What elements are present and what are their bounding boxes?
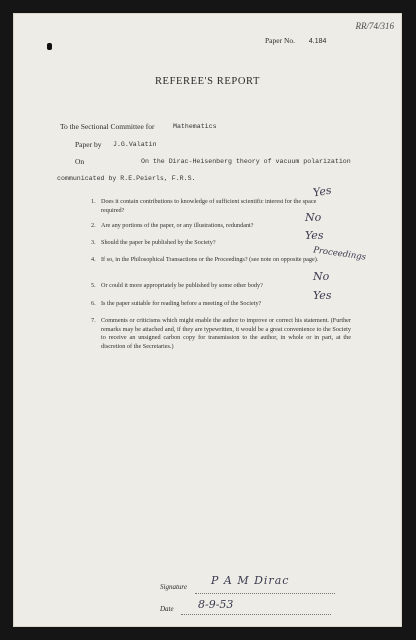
answer-1: Yes — [312, 183, 333, 200]
archive-reference-mark: RR/74/316 — [355, 21, 394, 31]
answer-6: Yes — [313, 289, 332, 302]
question-text: Are any portions of the paper, or any illustrations, redundant? — [101, 222, 254, 229]
question-text: Does it contain contributions to knowledge of sufficient scientific interest for the space required? — [101, 198, 317, 214]
communicated-value: communicated by R.E.Peierls, F.R.S. — [57, 175, 196, 182]
question-text: Or could it more appropriately be published by some other body? — [101, 282, 263, 289]
paper-by-label: Paper by — [75, 140, 102, 149]
answer-4: Proceedings — [312, 245, 367, 263]
question-number: 2. — [91, 222, 96, 229]
date-label: Date — [160, 605, 174, 613]
date-line — [181, 614, 331, 615]
question-number: 4. — [91, 256, 96, 263]
paper-number — [265, 36, 326, 45]
question-number: 5. — [91, 282, 96, 289]
question-text: Comments or criticisms which might enable the author to improve or correct his statement. (Further remarks may be attached and, if they are typewritten, it would be a great convenience to the Society to receive an unsigned carbon copy for transmission to the author, in whole or in part, at the discretion of the Secretaries.) — [101, 317, 351, 350]
question-text: Is the paper suitable for reading before a meeting of the Society? — [101, 300, 262, 307]
signature-value: P A M Dirac — [211, 574, 290, 587]
paper-by-value: J.G.Valatin — [113, 141, 157, 148]
on-value: On the Dirac-Heisenberg theory of vacuum polarization — [141, 158, 351, 165]
question-number: 7. — [91, 317, 96, 324]
answer-3: Yes — [305, 229, 324, 242]
punch-hole-mark — [47, 43, 52, 50]
question-number: 1. — [91, 198, 96, 205]
date-value: 8-9-53 — [198, 598, 234, 611]
question-number: 6. — [91, 300, 96, 307]
question-text: If so, in the Philosophical Transactions or the Proceedings? (see note on opposite page). — [101, 256, 319, 263]
question-text: Should the paper be published by the Society? — [101, 239, 216, 246]
answer-2: No — [305, 211, 322, 224]
answer-5: No — [313, 270, 330, 283]
paper-number-label: Paper No. — [265, 36, 295, 45]
question-7 — [91, 317, 351, 367]
on-label: On — [75, 157, 85, 166]
committee-label: To the Sectional Committee for — [60, 122, 155, 131]
paper-number-value: 4.184 — [308, 38, 327, 45]
committee-value: Mathematics — [173, 123, 217, 130]
question-number: 3. — [91, 239, 96, 246]
referee-report-sheet — [13, 13, 402, 627]
page-title: REFEREE'S REPORT — [154, 76, 261, 87]
signature-label: Signature — [160, 583, 187, 591]
signature-line — [195, 593, 335, 594]
